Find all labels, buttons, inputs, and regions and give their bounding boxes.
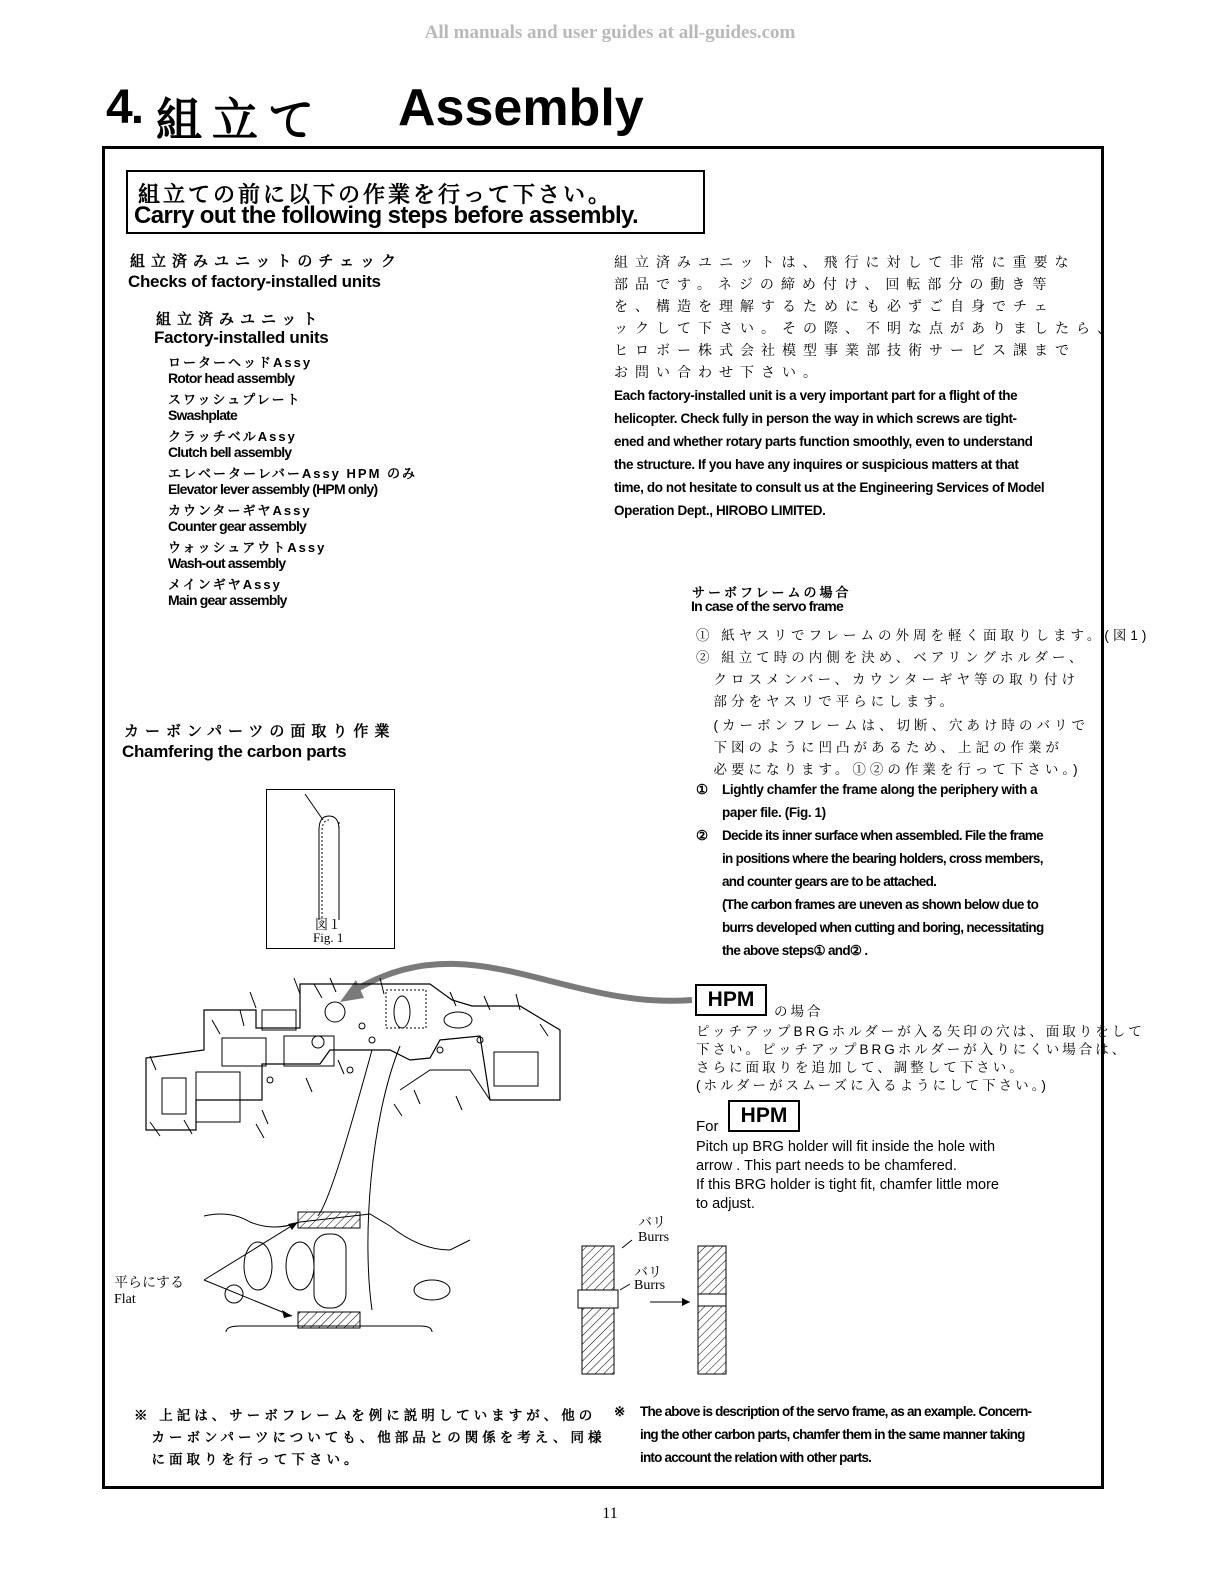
hpm-note-line: If this BRG holder is tight fit, chamfer little more (696, 1177, 999, 1193)
section-number: 4. (106, 81, 143, 134)
important-note-en-line: Operation Dept., HIROBO LIMITED. (614, 503, 826, 518)
bottom-note-jp-line: に面取りを行って下さい。 (134, 1452, 362, 1467)
important-note-jp-line: お問い合わせ下さい。 (614, 364, 824, 380)
unit-item-en: Main gear assembly (168, 592, 287, 608)
burrs-label-jp-1: バリ (638, 1216, 666, 1231)
watermark: All manuals and user guides at all-guides.com (424, 22, 796, 43)
servo-step-line: paper file. (Fig. 1) (722, 805, 826, 820)
burrs-label-en-2: Burrs (634, 1278, 666, 1293)
unit-item-en: Counter gear assembly (168, 518, 307, 534)
hpm-jp-line: さらに面取りを追加して、調整して下さい。 (696, 1060, 1026, 1075)
chamfering-heading-jp: カーボンパーツの面取り作業 (124, 723, 396, 740)
banner-text-en: Carry out the following steps before assembly. (134, 202, 639, 229)
important-note-jp-line: 部品です。ネジの締め付け、回転部分の動き等 (614, 276, 1054, 292)
important-note-en-line: Each factory-installed unit is a very important part for a flight of the (614, 388, 1018, 403)
servo-frame-jp-line: クロスメンバー、カウンターギヤ等の取り付け (696, 672, 1079, 687)
important-note-en-line: time, do not hesitate to consult us at the Engineering Services of Model (614, 480, 1045, 495)
hpm-jp-suffix: の場合 (774, 1004, 824, 1019)
important-note-en-line: helicopter. Check fully in person the way in which screws are tight- (614, 411, 1017, 426)
bottom-note-en-line: ing the other carbon parts, chamfer them in the same manner taking (640, 1427, 1025, 1442)
servo-step-line: Lightly chamfer the frame along the periphery with a (722, 782, 1038, 797)
important-note-jp-line: を、構造を理解するためにも必ずご自身でチェ (614, 298, 1055, 314)
servo-step-line: Decide its inner surface when assembled. File the frame (722, 828, 1043, 843)
section-title-en: Assembly (398, 79, 644, 137)
unit-item-jp: エレベーターレバーAssy HPM のみ (168, 466, 418, 481)
step-marker: ① (696, 782, 708, 797)
factory-units-subheading-jp: 組立済みユニット (156, 311, 324, 328)
factory-units-subheading-en: Factory-installed units (154, 328, 329, 347)
hpm-note-en (696, 1138, 1096, 1214)
figure-1-label-jp: 図１ (315, 917, 342, 932)
hpm-for-label: For (696, 1118, 719, 1135)
unit-item-jp: カウンターギヤAssy (168, 503, 312, 518)
important-note-jp-line: ックして下さい。その際、不明な点がありましたら、 (614, 320, 1118, 336)
hpm-badge: HPM (695, 984, 767, 1016)
section-title-jp: 組立て (156, 94, 324, 146)
factory-checks-heading-en: Checks of factory-installed units (128, 272, 381, 291)
hpm-note-line: arrow . This part needs to be chamfered. (696, 1158, 957, 1174)
important-note-jp-line: 組立済みユニットは、飛行に対して非常に重要な (614, 254, 1076, 270)
servo-frame-jp-line: ② 組立て時の内側を決め、ベアリングホルダー、 (696, 650, 1087, 665)
unit-item-en: Rotor head assembly (168, 370, 295, 386)
hpm-note-line: Pitch up BRG holder will fit inside the hole with (696, 1139, 996, 1155)
servo-frame-jp-line: 下図のように凹凸があるため、上記の作業が (696, 740, 1063, 755)
bottom-note-en (640, 1400, 1096, 1469)
unit-item-jp: クラッチベルAssy (168, 429, 297, 444)
unit-item-en: Elevator lever assembly (HPM only) (168, 481, 378, 497)
bottom-note-jp-line: カーボンパーツについても、他部品との関係を考え、同様 (134, 1430, 606, 1445)
servo-frame-jp-line: ① 紙ヤスリでフレームの外周を軽く面取りします。(図1) (696, 628, 1151, 643)
servo-frame-jp-line: (カーボンフレームは、切断、穴あけ時のバリで (696, 718, 1089, 733)
flat-label-en: Flat (114, 1292, 136, 1307)
burrs-label-jp-2: バリ (634, 1266, 662, 1281)
important-note-jp-line: ヒロボー株式会社模型事業部技術サービス課まで (614, 342, 1076, 358)
hpm-jp-line: (ホルダーがスムーズに入るようにして下さい。) (696, 1078, 1049, 1093)
flat-label-jp: 平らにする (114, 1276, 184, 1291)
servo-step-line: the above steps① and② . (722, 943, 868, 958)
unit-item-jp: メインギヤAssy (168, 577, 282, 592)
chamfering-heading-en: Chamfering the carbon parts (122, 742, 347, 761)
servo-frame-jp-line: 必要になります。①②の作業を行って下さい。) (696, 762, 1082, 777)
servo-step-line: (The carbon frames are uneven as shown below due to (722, 897, 1039, 912)
burrs-label-en-1: Burrs (638, 1230, 670, 1245)
bottom-note-en-mark: ※ (614, 1404, 625, 1419)
important-note-en-line: ened and whether rotary parts function smoothly, even to understand (614, 434, 1033, 449)
hpm-note-line: to adjust. (696, 1196, 755, 1212)
important-note-en-line: the structure. If you have any inquires or suspicious matters at that (614, 457, 1019, 472)
servo-step-line: and counter gears are to be attached. (722, 874, 937, 889)
hpm-jp-line: 下さい。ピッチアップBRGホルダーが入りにくい場合は、 (696, 1042, 1129, 1057)
unit-item-en: Wash-out assembly (168, 555, 286, 571)
unit-item-jp: ウォッシュアウトAssy (168, 540, 327, 555)
page-number: 11 (602, 1505, 618, 1522)
servo-frame-heading-en: In case of the servo frame (691, 598, 843, 614)
hpm-jp-line: ピッチアップBRGホルダーが入る矢印の穴は、面取りをして (696, 1024, 1145, 1039)
servo-frame-jp-line: 部分をヤスリで平らにします。 (696, 694, 958, 709)
unit-item-en: Swashplate (168, 407, 238, 423)
servo-step-line: in positions where the bearing holders, cross members, (722, 851, 1043, 866)
factory-checks-heading-jp: 組立済みユニットのチェック (130, 253, 402, 270)
unit-item-en: Clutch bell assembly (168, 444, 292, 460)
banner-text-jp: 組立ての前に以下の作業を行って下さい。 (138, 182, 614, 207)
bottom-note-en-line: into account the relation with other parts. (640, 1450, 872, 1465)
unit-item-jp: スワッシュプレート (168, 392, 302, 407)
figure-1-label-en: Fig. 1 (313, 930, 344, 945)
unit-item-jp: ローターヘッドAssy (168, 355, 313, 370)
servo-step-line: burrs developed when cutting and boring, necessitating (722, 920, 1044, 935)
hpm-badge-2: HPM (728, 1100, 800, 1132)
servo-frame-heading-jp: サーボフレームの場合 (692, 585, 852, 600)
bottom-note-en-line: The above is description of the servo frame, as an example. Concern- (640, 1404, 1032, 1419)
step-marker: ② (696, 828, 708, 843)
bottom-note-jp-line: ※ 上記は、サーボフレームを例に説明していますが、他の (134, 1408, 597, 1423)
